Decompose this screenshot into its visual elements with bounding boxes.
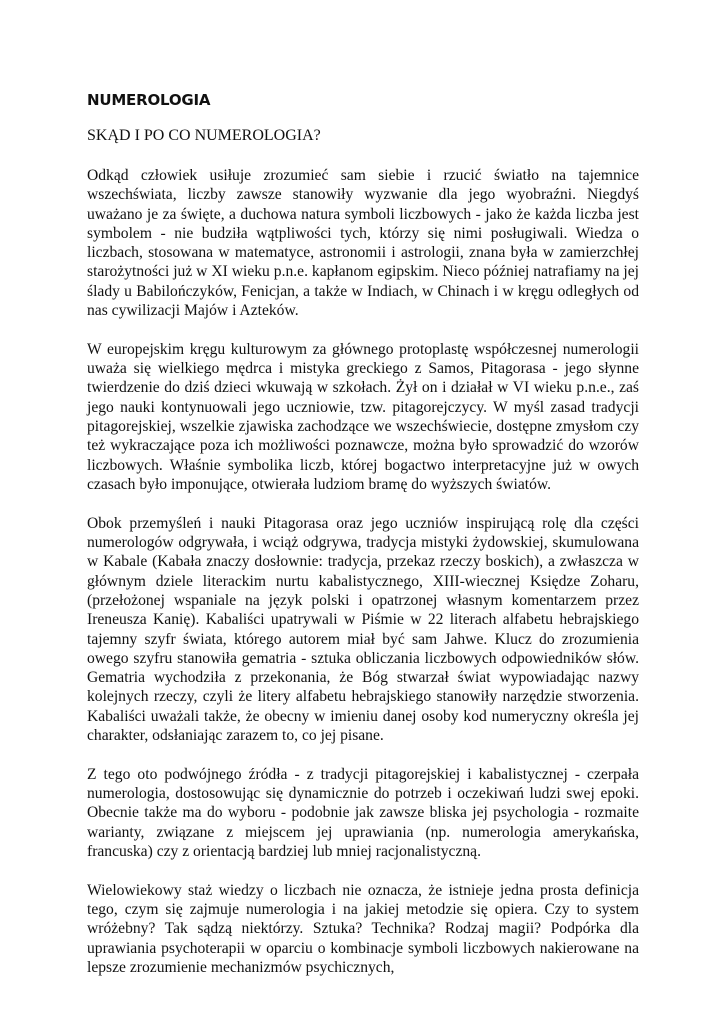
document-body xyxy=(87,88,639,997)
paragraph-1: Odkąd człowiek usiłuje zrozumieć sam siebie i rzucić światło na tajemnice wszechświata, liczby zawsze stanowiły wyzwanie dla jego wyobraźni. Niegdyś uważano je za święte, a duchowa natura symboli liczbowych - jako że każda liczba jest symbolem - nie budziła wątpliwości tych, którzy się nimi posługiwali. Wiedza o liczbach, stosowana w matematyce, astronomii i astrologii, znana była w zamierzchłej starożytności już w XI wieku p.n.e. kapłanom egipskim. Nieco później natrafiamy na jej ślady u Babilończyków, Fenicjan, a także w Indiach, w Chinach i w kręgu odległych od nas cywilizacji Majów i Azteków. xyxy=(87,167,639,320)
paragraph-2: W europejskim kręgu kulturowym za głównego protoplastę współczesnej numerologii uważa się wielkiego mędrca i mistyka greckiego z Samos, Pitagorasa - jego słynne twierdzenie do dziś dzieci wkuwają w szkołach. Żył on i działał w VI wieku p.n.e., zaś jego nauki kontynuowali jego uczniowie, tzw. pitagorejczycy. W myśl zasad tradycji pitagorejskiej, wszelkie zjawiska zachodzące we wszechświecie, dostępne zmysłom czy też wykraczające poza ich możliwości poznawcze, można było sprowadzić do wzorów liczbowych. Właśnie symbolika liczb, której bogactwo interpretacyjne już w owych czasach było imponujące, otwierała ludziom bramę do wyższych światów. xyxy=(87,340,639,493)
section-heading: SKĄD I PO CO NUMEROLOGIA? xyxy=(87,127,321,144)
document-title: NUMEROLOGIA xyxy=(87,91,211,109)
paragraph-4: Z tego oto podwójnego źródła - z tradycji pitagorejskiej i kabalistycznej - czerpała numerologia, dostosowując się dynamicznie do potrzeb i oczekiwań ludzi swej epoki. Obecnie także ma do wyboru - podobnie jak zawsze bliska jej psychologia - rozmaite warianty, związane z miejscem jej uprawiania (np. numerologia amerykańska, francuska) czy z orientacją bardziej lub mniej racjonalistyczną. xyxy=(87,765,639,860)
paragraph-3: Obok przemyśleń i nauki Pitagorasa oraz jego uczniów inspirującą rolę dla części numerologów odgrywała, i wciąż odgrywa, tradycja mistyki żydowskiej, skumulowana w Kabale (Kabała znaczy dosłownie: tradycja, przekaz rzeczy boskich), a zwłaszcza w głównym dziele literackim nurtu kabalistycznego, XIII-wiecznej Księdze Zoharu, (przełożonej wspaniale na język polski i opatrzonej własnym komentarzem przez Ireneusza Kanię). Kabaliści upatrywali w Piśmie w 22 literach alfabetu hebrajskiego tajemny szyfr świata, którego autorem miał być sam Jahwe. Klucz do zrozumienia owego szyfru stanowiła gematria - sztuka obliczania liczbowych odpowiedników słów. Gematria wychodziła z przekonania, że Bóg stwarzał świat wypowiadając nazwy kolejnych rzeczy, czyli że litery alfabetu hebrajskiego stanowiły narzędzie stworzenia. Kabaliści uważali także, że obecny w imieniu danej osoby kod numeryczny określa jej charakter, odsłaniając zarazem to, co jej pisane. xyxy=(87,514,639,745)
paragraph-5: Wielowiekowy staż wiedzy o liczbach nie oznacza, że istnieje jedna prosta definicja tego, czym się zajmuje numerologia i na jakiej metodzie się opiera. Czy to system wróżebny? Tak sądzą niektórzy. Sztuka? Technika? Rodzaj magii? Podpórka dla uprawiania psychoterapii w oparciu o kombinacje symboli liczbowych nakierowane na lepsze zrozumienie mechanizmów psychicznych, xyxy=(87,881,639,976)
